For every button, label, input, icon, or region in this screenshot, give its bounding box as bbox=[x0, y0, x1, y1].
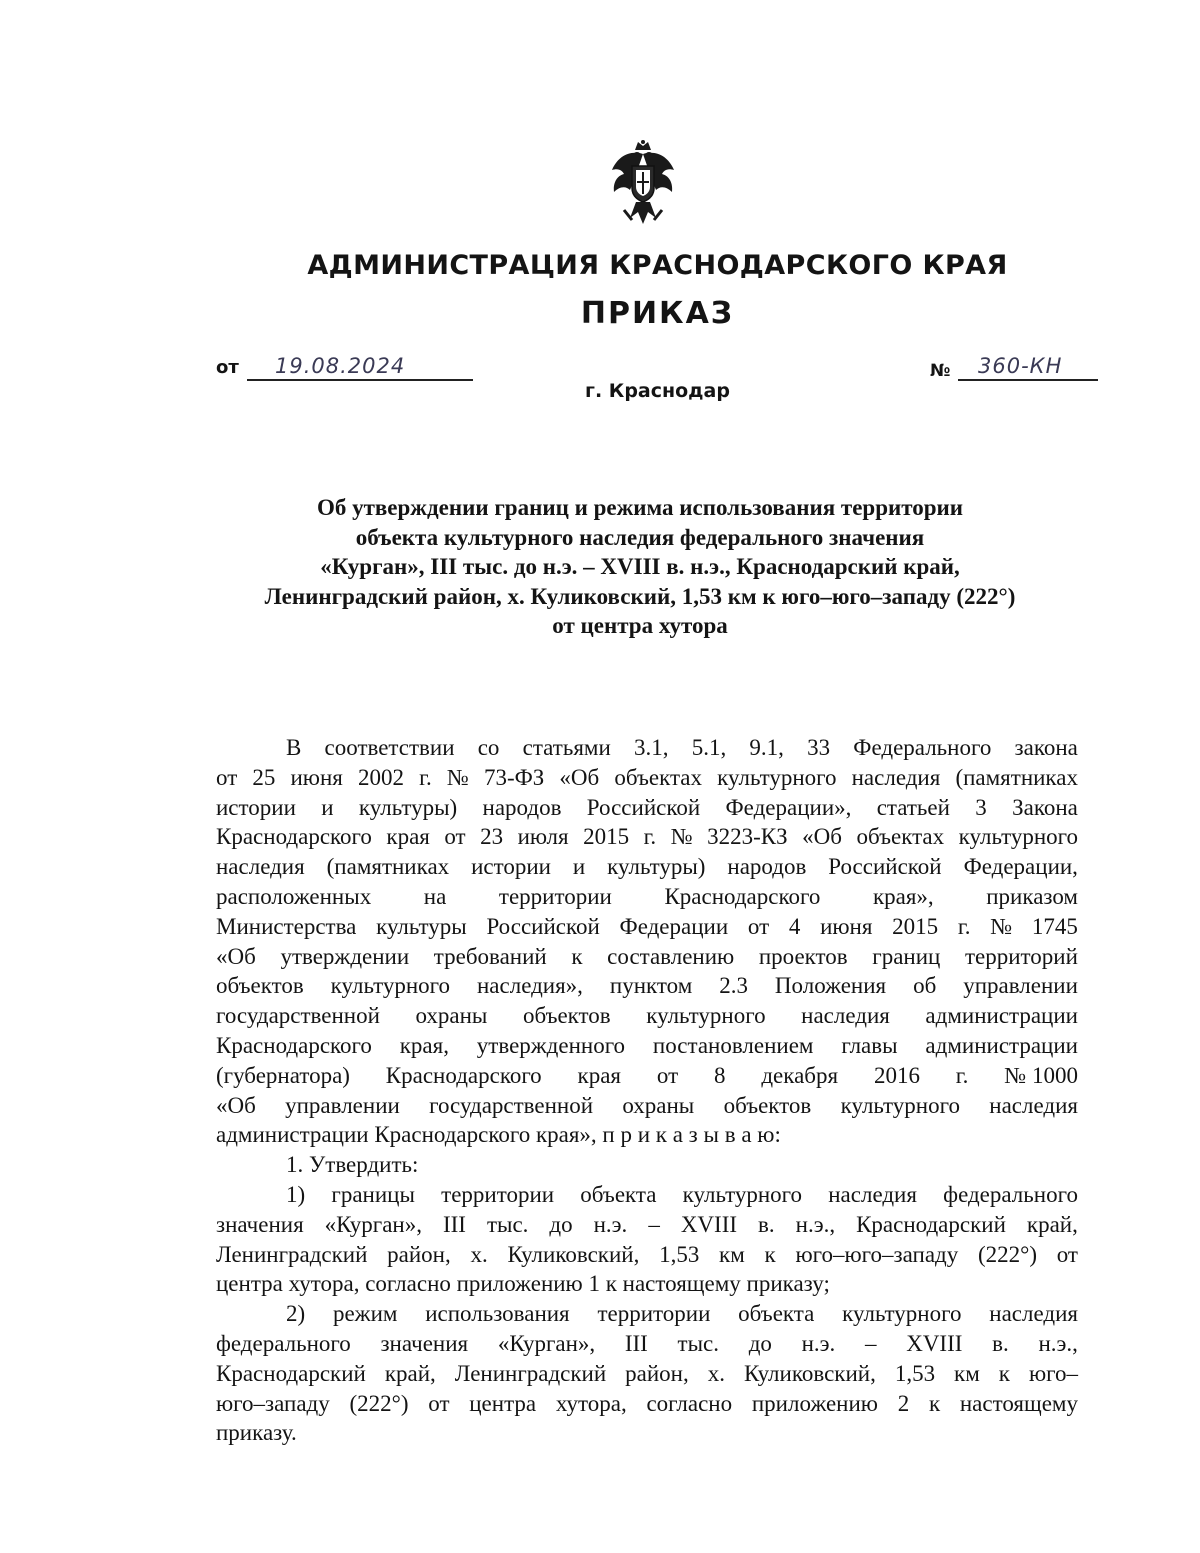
body-line bbox=[216, 1001, 1078, 1031]
title-line: «Курган», III тыс. до н.э. – XVIII в. н.э., Краснодарский край, bbox=[320, 554, 960, 579]
body-word: режим bbox=[332, 1301, 398, 1327]
body-word: федерального bbox=[943, 1181, 1078, 1207]
body-word: от bbox=[428, 1390, 450, 1416]
body-word: в. bbox=[992, 1330, 1009, 1356]
body-line bbox=[216, 1180, 1078, 1210]
body-word: закона bbox=[1014, 735, 1078, 760]
body-word: охраны bbox=[415, 1003, 488, 1029]
body-word: требований bbox=[433, 943, 547, 969]
body-word: значения bbox=[216, 1211, 304, 1237]
body-word: км bbox=[719, 1241, 745, 1267]
document-type: ПРИКАЗ bbox=[580, 296, 735, 331]
body-word: охраны bbox=[622, 1092, 695, 1118]
body-line bbox=[216, 733, 1078, 763]
body-word: к bbox=[998, 1360, 1010, 1386]
body-word: (222°) bbox=[977, 1241, 1037, 1267]
body-word: наследия bbox=[851, 764, 941, 790]
body-word: июня bbox=[290, 764, 343, 790]
body-word: 2.3 bbox=[719, 973, 748, 999]
body-line: 1. Утвердить: bbox=[286, 1152, 419, 1178]
date-value: 19.08.2024 bbox=[275, 354, 406, 378]
title-line: Ленинградский район, х. Куликовский, 1,53 км к юго–юго–западу (222°) bbox=[264, 583, 1016, 609]
body-word: 73-ФЗ bbox=[483, 764, 545, 790]
body-word: 2016 bbox=[873, 1062, 920, 1088]
title-line: объекта культурного наследия федерального значения bbox=[355, 524, 925, 550]
body-word: наследия bbox=[989, 1301, 1078, 1327]
number-label: № bbox=[930, 361, 951, 381]
body-word: III bbox=[442, 1211, 466, 1237]
body-word: расположенных bbox=[216, 883, 372, 909]
body-word: н.э., bbox=[1038, 1330, 1078, 1356]
body-word: культурного bbox=[682, 1181, 803, 1207]
body-word: 9.1, bbox=[749, 735, 784, 760]
body-line bbox=[216, 1210, 1078, 1240]
body-word: Краснодарский bbox=[216, 1360, 366, 1386]
body-word: Министерства bbox=[216, 913, 357, 939]
body-word: 3223-КЗ bbox=[707, 824, 788, 850]
body-word: приложению bbox=[751, 1390, 878, 1416]
body-word: государственной bbox=[429, 1092, 594, 1118]
body-word: государственной bbox=[216, 1003, 380, 1029]
body-word: 1,53 bbox=[659, 1241, 700, 1267]
body-word: территории bbox=[498, 883, 612, 909]
body-word: края bbox=[577, 1062, 622, 1088]
body-word: Краснодарского bbox=[216, 1032, 372, 1058]
body-word: III bbox=[624, 1330, 648, 1356]
body-word: юго–юго–западу bbox=[795, 1241, 959, 1267]
body-word: № bbox=[446, 764, 469, 790]
body-word: 3.1, bbox=[633, 735, 669, 760]
body-word: истории bbox=[471, 854, 551, 880]
body-word: район, bbox=[625, 1360, 689, 1386]
body-word: июня bbox=[820, 913, 873, 939]
body-word: Ленинградский bbox=[454, 1360, 607, 1386]
body-word: объекта bbox=[738, 1301, 815, 1327]
body-word: июля bbox=[517, 824, 569, 850]
body-line: приказу. bbox=[216, 1420, 297, 1446]
body-word: «Об bbox=[559, 764, 600, 790]
body-word: объектах bbox=[856, 824, 945, 850]
body-word: границы bbox=[331, 1181, 415, 1207]
body-word: значения bbox=[380, 1330, 469, 1356]
body-word: Российской bbox=[828, 854, 942, 880]
body-word: от bbox=[747, 913, 770, 939]
body-word: Федерации», bbox=[725, 794, 852, 820]
body-word: наследия bbox=[216, 854, 305, 880]
body-word: статьями bbox=[522, 735, 611, 760]
body-word: «Об bbox=[216, 943, 256, 969]
body-line bbox=[216, 1329, 1078, 1359]
body-word: администрации bbox=[925, 1003, 1078, 1029]
body-word: край, bbox=[1026, 1211, 1078, 1237]
body-word: федерального bbox=[216, 1330, 351, 1356]
body-word: Российской bbox=[586, 794, 701, 820]
body-word: объекта bbox=[580, 1181, 657, 1207]
body-word: х. bbox=[470, 1241, 488, 1267]
body-word: XVIII bbox=[680, 1211, 738, 1237]
body-word: администрации bbox=[925, 1032, 1078, 1058]
body-word: декабря bbox=[761, 1062, 839, 1088]
body-word: настоящему bbox=[959, 1390, 1078, 1416]
body-word: км bbox=[954, 1360, 980, 1386]
body-line bbox=[216, 852, 1078, 882]
body-word: Федерального bbox=[853, 735, 992, 760]
body-word: х. bbox=[707, 1360, 725, 1386]
body-word: пунктом bbox=[609, 973, 693, 999]
body-word: хутора, bbox=[555, 1390, 627, 1416]
body-line: администрации Краснодарского края», п р и к а з ы в а ю: bbox=[216, 1122, 781, 1148]
body-word: соответствии bbox=[324, 735, 455, 760]
body-word: 2015 bbox=[583, 824, 630, 850]
body-word: культурного bbox=[958, 824, 1078, 850]
body-word: культуры) bbox=[607, 854, 706, 880]
body-word: на bbox=[423, 883, 447, 909]
body-word: использования bbox=[425, 1301, 570, 1327]
body-word: № 1000 bbox=[1004, 1062, 1078, 1088]
body-line bbox=[216, 1061, 1078, 1091]
body-word: Краснодарский bbox=[856, 1211, 1006, 1237]
title-line: от центра хутора bbox=[552, 613, 728, 638]
body-word: и bbox=[572, 854, 586, 880]
body-line bbox=[216, 1240, 1078, 1270]
body-word: границ bbox=[872, 943, 941, 969]
body-word: Краснодарского bbox=[216, 824, 372, 850]
body-word: 2) bbox=[286, 1301, 306, 1327]
body-word: центра bbox=[469, 1390, 537, 1416]
body-word: Краснодарского bbox=[664, 883, 821, 909]
body-word: В bbox=[286, 735, 302, 760]
body-word: от bbox=[216, 764, 238, 790]
body-word: от bbox=[656, 1062, 679, 1088]
body-word: 33 bbox=[807, 735, 831, 760]
date-label: от bbox=[216, 357, 239, 378]
body-word: до bbox=[549, 1211, 573, 1237]
body-word: управлении bbox=[285, 1092, 400, 1118]
body-word: (памятниках bbox=[326, 854, 450, 880]
body-word: н.э. bbox=[593, 1211, 628, 1237]
body-word: главы bbox=[841, 1032, 898, 1058]
body-word: 2015 bbox=[892, 913, 939, 939]
body-word: территории bbox=[597, 1301, 711, 1327]
body-word: наследия bbox=[801, 1003, 890, 1029]
body-word: Федерации bbox=[619, 913, 729, 939]
body-word: объектах bbox=[614, 764, 703, 790]
document-title bbox=[190, 493, 1090, 641]
body-word: № bbox=[990, 913, 1013, 939]
number-value: 360-КН bbox=[978, 354, 1063, 378]
body-word: истории bbox=[216, 794, 296, 820]
body-word: Ленинградский bbox=[216, 1241, 368, 1267]
body-word: от bbox=[444, 824, 466, 850]
body-word: со bbox=[477, 735, 500, 760]
body-line bbox=[216, 1091, 1078, 1121]
body-word: 1745 bbox=[1031, 913, 1078, 939]
body-word: «Курган», bbox=[324, 1211, 422, 1237]
body-word: составлению bbox=[607, 943, 735, 969]
body-word: народов bbox=[482, 794, 562, 820]
body-line bbox=[216, 1299, 1078, 1329]
body-word: края, bbox=[399, 1032, 449, 1058]
body-word: постановлением bbox=[652, 1032, 814, 1058]
body-word: к bbox=[764, 1241, 776, 1267]
body-word: Куликовский, bbox=[743, 1360, 876, 1386]
body-word: № bbox=[670, 824, 693, 850]
body-line bbox=[216, 912, 1078, 942]
body-word: – bbox=[865, 1330, 877, 1356]
body-word: 2002 bbox=[358, 764, 405, 790]
body-word: наследия bbox=[828, 1181, 917, 1207]
body-word: юго– bbox=[1028, 1360, 1078, 1386]
title-line: Об утверждении границ и режима использования территории bbox=[316, 495, 964, 520]
body-line bbox=[216, 1389, 1078, 1419]
body-word: г. bbox=[957, 913, 971, 939]
body-word: культурного bbox=[646, 1003, 766, 1029]
body-word: до bbox=[748, 1330, 772, 1356]
document-body bbox=[216, 733, 1078, 1448]
body-word: и bbox=[321, 794, 334, 820]
body-word: Краснодарского bbox=[385, 1062, 542, 1088]
body-word: 1,53 bbox=[894, 1360, 936, 1386]
body-word: г. bbox=[955, 1062, 969, 1088]
body-word: г. bbox=[643, 824, 657, 850]
body-word: (памятниках bbox=[955, 764, 1078, 790]
body-word: н.э. bbox=[801, 1330, 836, 1356]
body-word: край, bbox=[384, 1360, 436, 1386]
body-word: Закона bbox=[1012, 794, 1078, 820]
body-word: утвержденного bbox=[476, 1032, 626, 1058]
body-line bbox=[216, 763, 1078, 793]
body-word: от bbox=[1056, 1241, 1078, 1267]
body-word: Российской bbox=[486, 913, 600, 939]
body-word: культуры) bbox=[358, 794, 458, 820]
body-word: в. bbox=[758, 1211, 775, 1237]
body-word: – bbox=[648, 1211, 660, 1237]
body-word: культуры bbox=[376, 913, 467, 939]
body-word: территорий bbox=[964, 943, 1078, 969]
body-word: управлении bbox=[963, 973, 1078, 999]
body-word: утверждении bbox=[280, 943, 410, 969]
body-word: 23 bbox=[480, 824, 504, 850]
body-line bbox=[216, 882, 1078, 912]
body-word: «Курган», bbox=[497, 1330, 596, 1356]
body-word: Куликовский, bbox=[507, 1241, 640, 1267]
body-line bbox=[216, 1359, 1078, 1389]
body-word: XVIII bbox=[906, 1330, 963, 1356]
body-word: тыс. bbox=[677, 1330, 719, 1356]
body-word: к bbox=[571, 943, 583, 969]
body-word: к bbox=[928, 1390, 941, 1416]
body-word: 25 bbox=[252, 764, 276, 790]
body-word: район, bbox=[387, 1241, 451, 1267]
body-word: 2 bbox=[897, 1390, 910, 1416]
organization-name: АДМИНИСТРАЦИЯ КРАСНОДАРСКОГО КРАЯ bbox=[307, 250, 1008, 281]
body-word: 1) bbox=[286, 1181, 306, 1207]
body-word: приказом bbox=[986, 883, 1078, 909]
city: г. Краснодар bbox=[585, 380, 730, 402]
body-line: центра хутора, согласно приложению 1 к настоящему приказу; bbox=[216, 1271, 830, 1297]
body-word: тыс. bbox=[486, 1211, 529, 1237]
body-word: «Об bbox=[216, 1092, 256, 1118]
body-word: Положения bbox=[774, 973, 887, 999]
body-word: 4 bbox=[788, 913, 801, 939]
coat-of-arms-emblem bbox=[608, 140, 678, 228]
body-line bbox=[216, 971, 1078, 1001]
body-word: наследия», bbox=[476, 973, 583, 999]
body-word: края bbox=[386, 824, 430, 850]
body-word: г. bbox=[419, 764, 432, 790]
body-word: края», bbox=[872, 883, 934, 909]
body-word: объектов bbox=[216, 973, 304, 999]
body-word: об bbox=[913, 973, 937, 999]
body-word: юго–западу bbox=[216, 1390, 330, 1416]
body-line bbox=[216, 822, 1078, 852]
body-word: 8 bbox=[713, 1062, 726, 1088]
body-line bbox=[216, 942, 1078, 972]
body-word: культурного bbox=[717, 764, 837, 790]
body-line bbox=[216, 1031, 1078, 1061]
body-word: «Об bbox=[802, 824, 842, 850]
body-word: культурного bbox=[842, 1301, 962, 1327]
body-word: согласно bbox=[646, 1390, 733, 1416]
body-word: культурного bbox=[840, 1092, 960, 1118]
body-word: народов bbox=[727, 854, 807, 880]
body-word: (222°) bbox=[349, 1390, 409, 1416]
body-word: (губернатора) bbox=[216, 1062, 350, 1088]
body-word: н.э., bbox=[795, 1211, 836, 1237]
body-word: 3 bbox=[975, 794, 987, 820]
body-word: Федерации, bbox=[963, 854, 1078, 880]
body-word: объектов bbox=[723, 1092, 812, 1118]
body-word: культурного bbox=[330, 973, 451, 999]
body-word: территории bbox=[441, 1181, 555, 1207]
body-word: 5.1, bbox=[691, 735, 727, 760]
body-word: проектов bbox=[758, 943, 848, 969]
body-word: наследия bbox=[989, 1092, 1078, 1118]
body-line bbox=[216, 793, 1078, 823]
body-word: статьей bbox=[876, 794, 950, 820]
body-word: объектов bbox=[522, 1003, 611, 1029]
